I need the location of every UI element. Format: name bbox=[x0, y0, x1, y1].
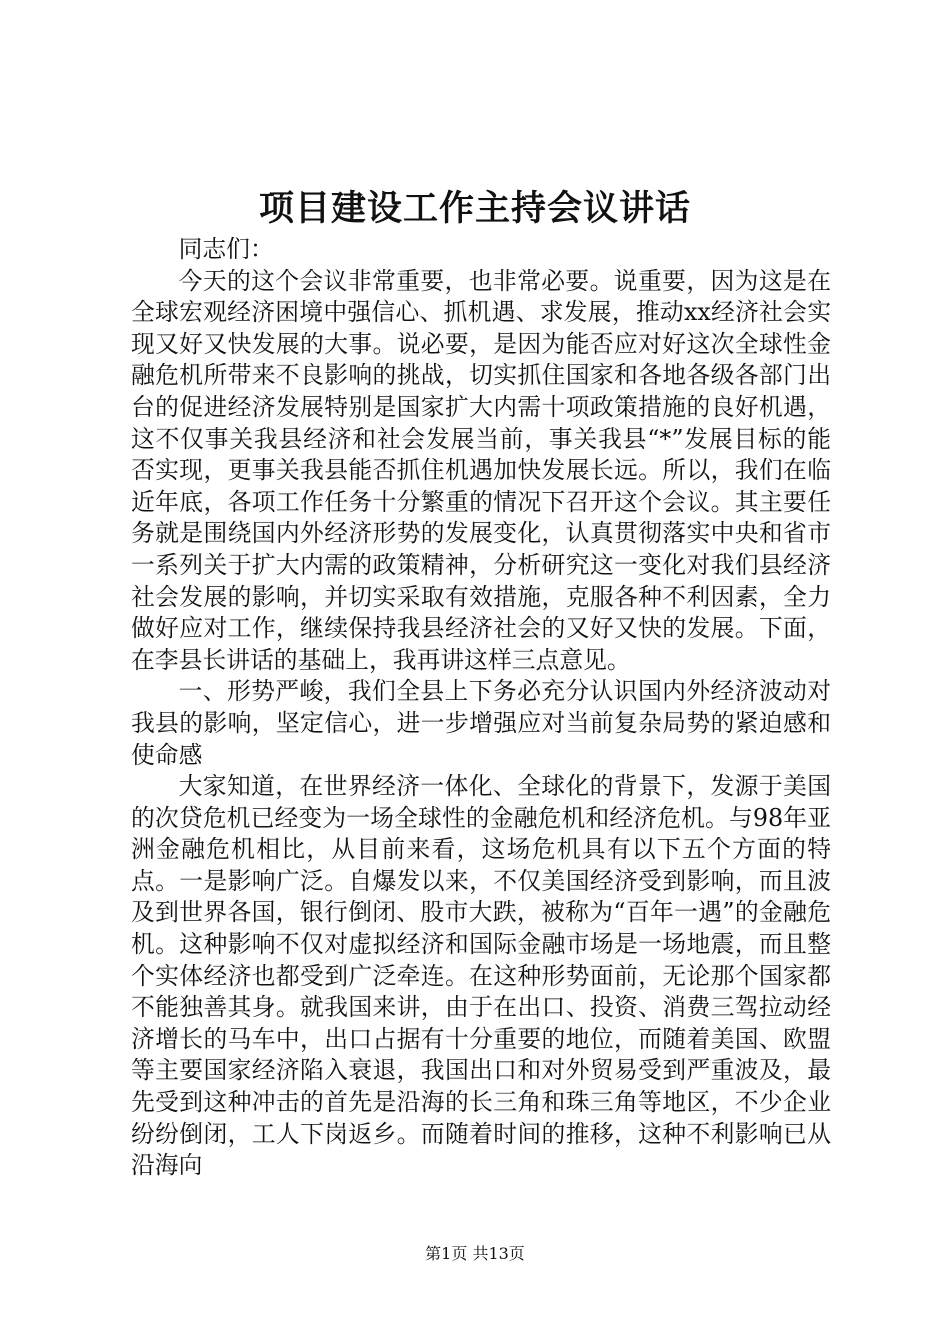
section-heading-paragraph: 一、形势严峻，我们全县上下务必充分认识国内外经济波动对我县的影响，坚定信心，进一步增强应对当前复杂局势的紧迫感和使命感 bbox=[131, 677, 831, 769]
page-number-footer: 第1页 共13页 bbox=[425, 1244, 525, 1263]
document-title: 项目建设工作主持会议讲话 bbox=[258, 188, 691, 229]
body-paragraph: 大家知道，在世界经济一体化、全球化的背景下，发源于美国的次贷危机已经变为一场全球性的金融危机和经济危机。与98年亚洲金融危机相比，从目前来看，这场危机具有以下五个方面的特点。一是影响广泛。自爆发以来，不仅美国经济受到影响，而且波及到世界各国，银行倒闭、股市大跌，被称为“百年一遇”的金融危机。这种影响不仅对虚拟经济和国际金融市场是一场地震，而且整个实体经济也都受到广泛牵连。在这种形势面前，无论那个国家都不能独善其身。就我国来讲，由于在出口、投资、消费三驾拉动经济增长的马车中，出口占据有十分重要的地位，而随着美国、欧盟等主要国家经济陷入衰退，我国出口和对外贸易受到严重波及，最先受到这种冲击的首先是沿海的长三角和珠三角等地区，不少企业纷纷倒闭，工人下岗返乡。而随着时间的推移，这种不利影响已从沿海向 bbox=[131, 772, 831, 1180]
document-body bbox=[131, 234, 831, 1182]
salutation-paragraph: 同志们： bbox=[178, 235, 274, 263]
opening-paragraph: 今天的这个会议非常重要，也非常必要。说重要，因为这是在全球宏观经济困境中强信心、抓机遇、求发展，推动xx经济社会实现又好又快发展的大事。说必要，是因为能否应对好这次全球性金融危机所带来不良影响的挑战，切实抓住国家和各地各级各部门出台的促进经济发展特别是国家扩大内需十项政策措施的良好机遇，这不仅事关我县经济和社会发展当前，事关我县“*”发展目标的能否实现，更事关我县能否抓住机遇加快发展长远。所以，我们在临近年底，各项工作任务十分繁重的情况下召开这个会议。其主要任务就是围绕国内外经济形势的发展变化，认真贯彻落实中央和省市一系列关于扩大内需的政策精神，分析研究这一变化对我们县经济社会发展的影响，并切实采取有效措施，克服各种不利因素，全力做好应对工作，继续保持我县经济社会的又好又快的发展。下面，在李县长讲话的基础上，我再讲这样三点意见。 bbox=[131, 266, 831, 674]
